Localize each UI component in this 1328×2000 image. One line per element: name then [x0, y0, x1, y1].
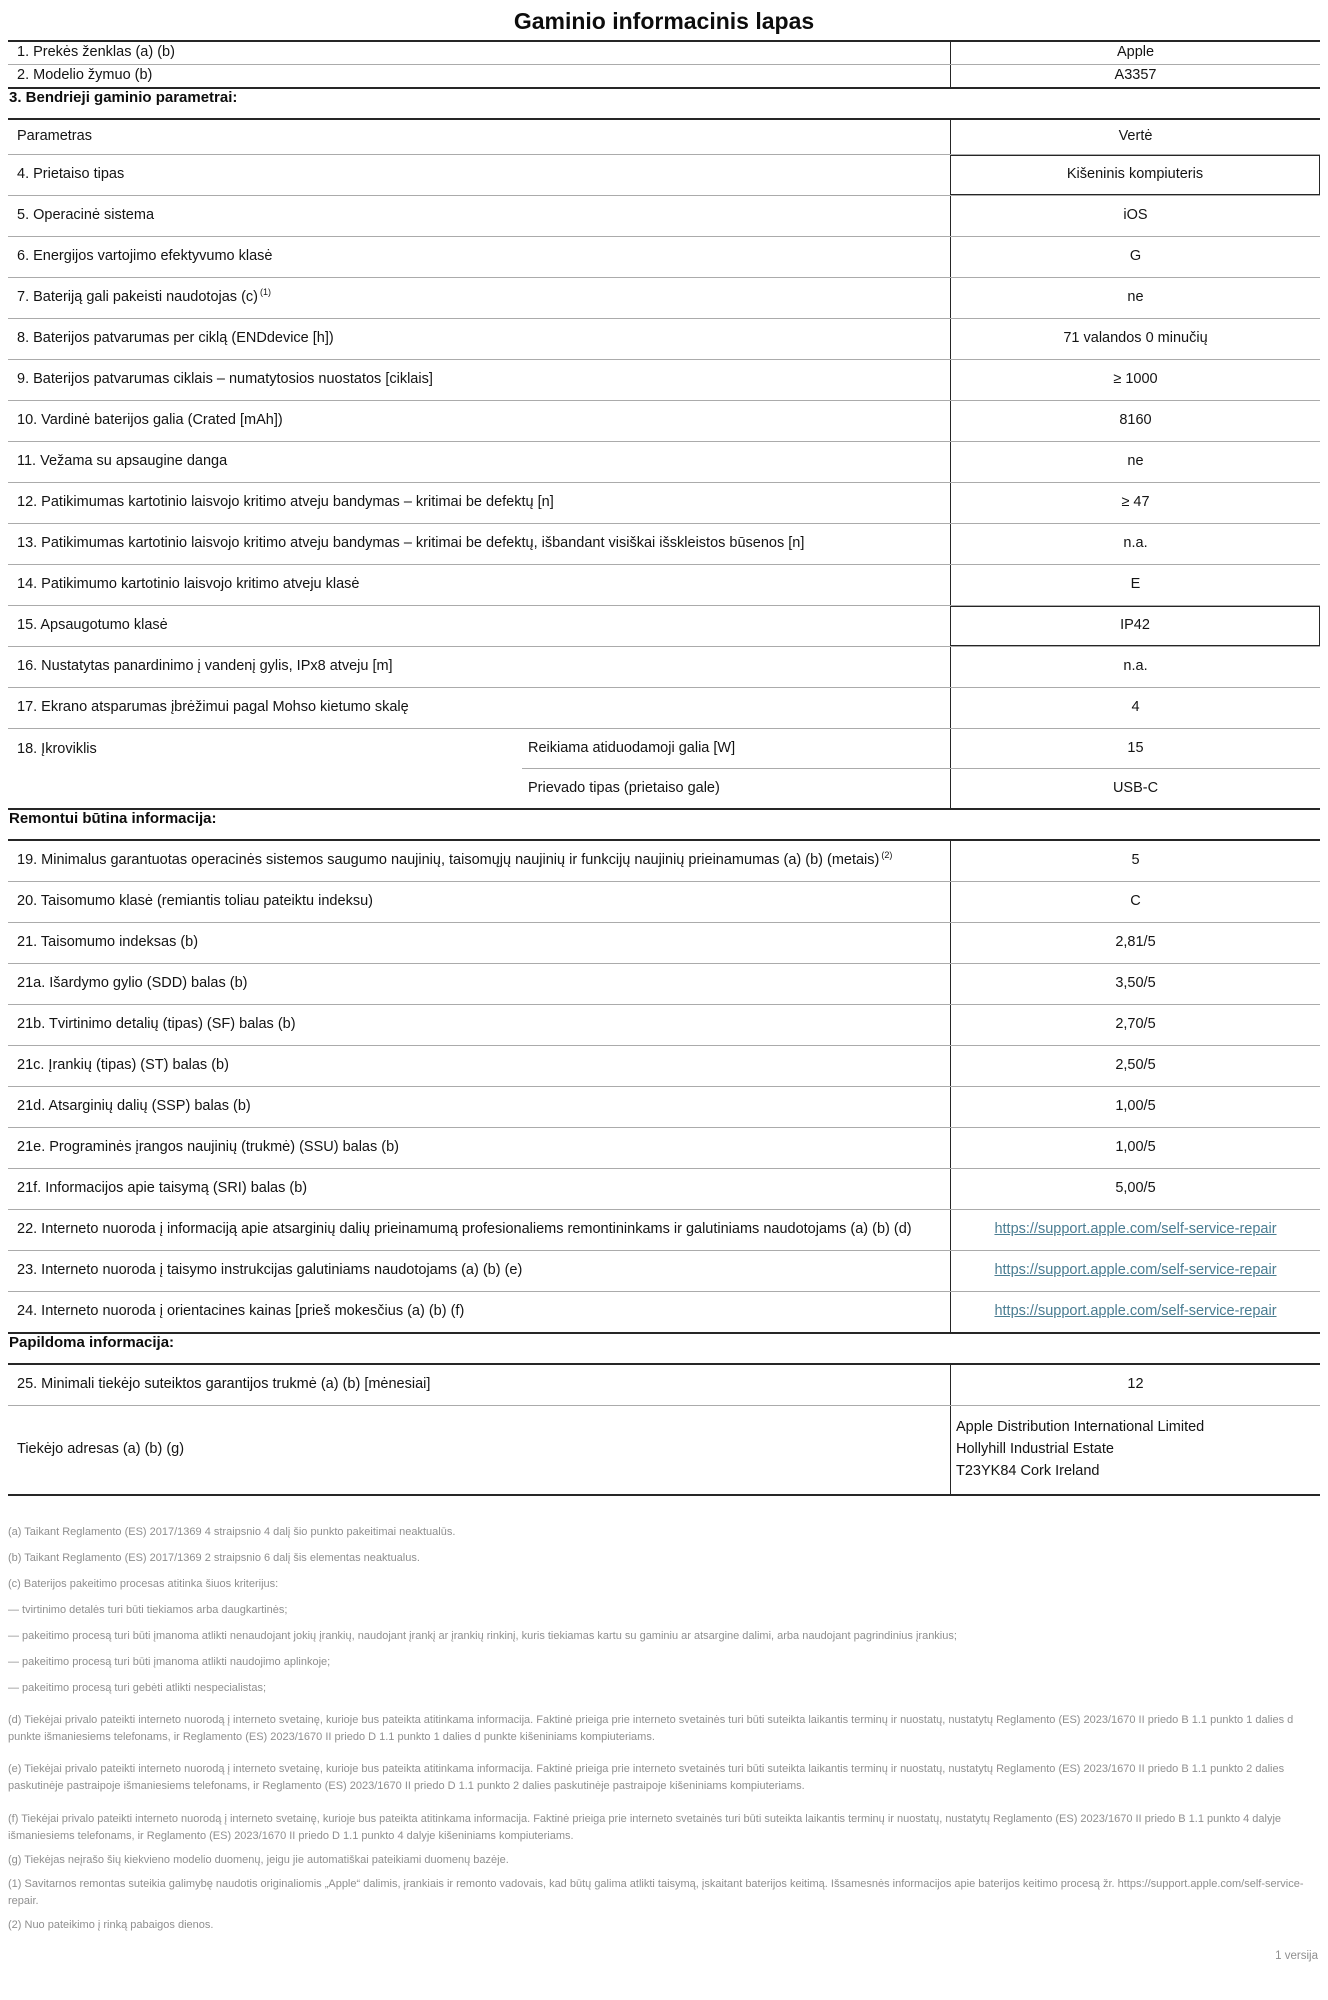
row-label: 13. Patikimumas kartotinio laisvojo kritimo atveju bandymas – kritimai be defektų, išbandant visiškai išskleistos būsenos [n]	[17, 535, 805, 552]
row-value	[950, 1046, 1320, 1086]
footnote-ref: (1)	[260, 287, 271, 298]
row-value-text: IP42	[1120, 617, 1150, 634]
row-value-text: 4	[1131, 699, 1140, 716]
table-row	[8, 564, 1320, 605]
row-label: 2. Modelio žymuo (b)	[17, 67, 153, 84]
row-label: 12. Patikimumas kartotinio laisvojo kritimo atveju bandymas – kritimai be defektų [n]	[17, 494, 554, 511]
row-value-text: 2,70/5	[1115, 1016, 1156, 1033]
row-value	[950, 401, 1320, 441]
table-row	[8, 1168, 1320, 1209]
row-value	[950, 841, 1320, 881]
table-row	[8, 359, 1320, 400]
row-label: 4. Prietaiso tipas	[17, 166, 125, 183]
row-label: 19. Minimalus garantuotas operacinės sistemos saugumo naujinių, taisomųjų naujinių ir funkcijų naujinių prieinamumas (a) (b) (metais) $^{(2)}$	[17, 850, 893, 869]
row-value-text: ≥ 1000	[1113, 371, 1158, 388]
table-row	[8, 922, 1320, 963]
footnote: — pakeitimo procesą turi gebėti atlikti nespecialistas;	[8, 1682, 267, 1695]
row-value-text: 8160	[1119, 412, 1152, 429]
footnote: — pakeitimo procesą turi būti įmanoma atlikti nenaudojant jokių įrankių, naudojant įrankį ar įrankių rinkinį, kuris tiekiamas kartu su gaminiu ar atsargine dalimi, arba naudojant pagrindinius įrankius;	[8, 1630, 957, 1643]
row-value-text: C	[1130, 893, 1141, 910]
table-row	[8, 1209, 1320, 1250]
row-label: 9. Baterijos patvarumas ciklais – numatytosios nuostatos [ciklais]	[17, 371, 433, 388]
row-value	[950, 1251, 1320, 1291]
row-value-text: iOS	[1123, 207, 1148, 224]
row-label: 24. Interneto nuoroda į orientacines kainas [prieš mokesčius (a) (b) (f)	[17, 1303, 465, 1320]
row-value	[950, 524, 1320, 564]
column-header-value: Vertė	[950, 120, 1320, 154]
row-label: 5. Operacinė sistema	[17, 207, 155, 224]
footnote: — tvirtinimo detalės turi būti tiekiamos arba daugkartinės;	[8, 1604, 288, 1617]
row-label: 7. Bateriją gali pakeisti naudotojas (c) $^{(1)}$	[17, 287, 271, 306]
row-value	[950, 360, 1320, 400]
row-value	[950, 196, 1320, 236]
row-label: Tiekėjo adresas (a) (b) (g)	[17, 1441, 185, 1458]
row-value-highlighted	[950, 606, 1320, 646]
row-label: 21. Taisomumo indeksas (b)	[17, 934, 199, 951]
table-row	[8, 1086, 1320, 1127]
row-value-text: G	[1129, 248, 1142, 265]
row-value	[950, 1169, 1320, 1209]
table-row	[8, 963, 1320, 1004]
charger-row	[8, 728, 1320, 808]
row-value	[950, 923, 1320, 963]
table-row	[522, 768, 1320, 808]
row-label: 23. Interneto nuoroda į taisymo instrukcijas galutiniams naudotojams (a) (b) (e)	[17, 1262, 523, 1279]
row-label: Prievado tipas (prietaiso gale)	[528, 779, 720, 796]
table-row	[8, 881, 1320, 922]
row-label: 17. Ekrano atsparumas įbrėžimui pagal Mohso kietumo skalę	[17, 699, 409, 716]
row-value	[950, 1406, 1320, 1494]
row-value-text: 5,00/5	[1115, 1180, 1156, 1197]
row-value-text: 5	[1131, 852, 1140, 869]
row-value	[950, 1210, 1320, 1250]
footnotes	[8, 1524, 1320, 1934]
row-label: 21b. Tvirtinimo detalių (tipas) (SF) balas (b)	[17, 1016, 296, 1033]
row-label: Reikiama atiduodamoji galia [W]	[528, 739, 736, 756]
row-label: 21c. Įrankių (tipas) (ST) balas (b)	[17, 1057, 229, 1074]
row-value	[950, 647, 1320, 687]
footnote: (a) Taikant Reglamento (ES) 2017/1369 4 straipsnio 4 dalį šio punkto pakeitimai neaktualūs.	[8, 1526, 456, 1538]
row-value	[950, 1365, 1320, 1405]
row-label: 15. Apsaugotumo klasė	[17, 617, 168, 634]
section-repair-heading: Remontui būtina informacija:	[9, 810, 217, 827]
footnote: (c) Baterijos pakeitimo procesas atitinka šiuos kriterijus:	[8, 1578, 279, 1591]
table-row	[8, 687, 1320, 728]
address-line: Hollyhill Industrial Estate	[956, 1441, 1114, 1458]
footnote: (2) Nuo pateikimo į rinką pabaigos dienos.	[8, 1918, 214, 1931]
footnote-ref: (2)	[881, 850, 893, 861]
row-value-text: 12	[1127, 1376, 1144, 1393]
row-label: 20. Taisomumo klasė (remiantis toliau pateiktu indeksu)	[17, 893, 373, 910]
table-row	[8, 64, 1320, 87]
section-general-heading: 3. Bendrieji gaminio parametrai:	[9, 89, 238, 106]
row-value	[950, 278, 1320, 318]
table-row	[8, 154, 1320, 195]
table-row	[8, 400, 1320, 441]
row-value	[950, 319, 1320, 359]
row-value-text: ne	[1127, 289, 1144, 306]
table-row	[8, 646, 1320, 687]
row-label: 11. Vežama su apsaugine danga	[17, 453, 228, 470]
row-value	[950, 442, 1320, 482]
table-row	[8, 277, 1320, 318]
table-row	[8, 1004, 1320, 1045]
row-value-text: n.a.	[1123, 535, 1148, 552]
table-row	[8, 1365, 1320, 1405]
row-value: USB-C	[950, 769, 1320, 808]
row-value-text: ≥ 47	[1121, 494, 1150, 511]
row-value: 15	[950, 729, 1320, 768]
row-value-text: Apple	[1116, 44, 1155, 61]
footnote: (f) Tiekėjai privalo pateikti interneto nuorodą į interneto svetainę, kurioje bus pateikta atitinkama informacija. Faktinė prieiga prie interneto svetainės turi būti suteikta laikantis terminų ir nuostatų, nustatytų Reglamento (ES) 2023/1670 II priedo B 1.1 punkto 4 dalyje išmaniesiems telefonams, ir Reglamento (ES) 2023/1670 II priedo D 1.1 punkto 4 dalyje kišeniniams kompiuteriams.	[8, 1812, 1282, 1842]
row-value	[950, 1292, 1320, 1332]
page-title: Gaminio informacinis lapas	[513, 8, 815, 34]
footnote: (1) Savitarnos remontas suteikia galimybę naudotis originaliomis „Apple“ dalimis, įrankiais ir remonto vadovais, kad būtų galima atlikti taisymą, įskaitant baterijos keitimą. Išsamesnės informacijos apie baterijos keitimo procesą žr. https://support.apple.com/self-service-repair.	[8, 1877, 1304, 1907]
supplier-address-row	[8, 1405, 1320, 1494]
row-value	[950, 1005, 1320, 1045]
row-value-text: E	[1130, 576, 1141, 593]
table-row	[8, 841, 1320, 881]
table-row	[522, 729, 1320, 768]
repair-link[interactable]: https://support.apple.com/self-service-repair	[994, 1303, 1277, 1320]
row-value	[950, 1087, 1320, 1127]
row-label: 10. Vardinė baterijos galia (Crated [mAh])	[17, 412, 283, 429]
table-header-row	[8, 120, 1320, 154]
row-value-text: Kišeninis kompiuteris	[1066, 166, 1204, 183]
general-parameters-table	[8, 118, 1320, 810]
footnote: — pakeitimo procesą turi būti įmanoma atlikti naudojimo aplinkoje;	[8, 1656, 331, 1669]
identification-table	[8, 40, 1320, 89]
row-label: 14. Patikimumo kartotinio laisvojo kritimo atveju klasė	[17, 576, 360, 593]
version-label: 1 versija	[1275, 1949, 1318, 1962]
row-value-text: ne	[1127, 453, 1144, 470]
row-label: 22. Interneto nuoroda į informaciją apie atsarginių dalių prieinamumą profesionaliems remontininkams ir galutiniams naudotojams (a) (b) (d)	[17, 1221, 912, 1238]
row-value-text: 1,00/5	[1115, 1139, 1156, 1156]
footnote: (e) Tiekėjai privalo pateikti interneto nuorodą į interneto svetainę, kurioje bus pateikta atitinkama informacija. Faktinė prieiga prie interneto svetainės turi būti suteikta laikantis terminų ir nuostatų, nustatytų Reglamento (ES) 2023/1670 II priedo B 1.1 punkto 2 dalies paskutinėje pastraipoje išmaniesiems telefonams, ir Reglamento (ES) 2023/1670 II priedo D 1.1 punkto 2 dalies paskutinėje pastraipoje kišeniniams kompiuteriams.	[8, 1763, 1285, 1793]
row-label: 16. Nustatytas panardinimo į vandenį gylis, IPx8 atveju [m]	[17, 658, 393, 675]
repair-link[interactable]: https://support.apple.com/self-service-repair	[994, 1221, 1277, 1238]
table-row	[8, 1127, 1320, 1168]
table-row	[8, 318, 1320, 359]
table-row	[8, 1250, 1320, 1291]
row-value	[950, 237, 1320, 277]
row-label: 21e. Programinės įrangos naujinių (trukmė) (SSU) balas (b)	[17, 1139, 399, 1156]
row-value	[950, 483, 1320, 523]
row-value	[950, 65, 1320, 87]
row-value	[950, 42, 1320, 64]
table-row	[8, 523, 1320, 564]
table-row	[8, 236, 1320, 277]
footnote: (b) Taikant Reglamento (ES) 2017/1369 2 straipsnio 6 dalį šis elementas neaktualus.	[8, 1552, 420, 1565]
table-row	[8, 1291, 1320, 1332]
row-value	[950, 565, 1320, 605]
footnote: (g) Tiekėjas neįrašo šių kiekvieno modelio duomenų, jeigu jie automatiškai pateikiami duomenų bazėje.	[8, 1853, 509, 1866]
row-label: 18. Įkroviklis	[17, 741, 97, 757]
row-value-text: A3357	[1114, 67, 1157, 84]
supplier-address	[956, 1417, 1204, 1482]
footnote: (d) Tiekėjai privalo pateikti interneto nuorodą į interneto svetainę, kurioje bus pateikta atitinkama informacija. Faktinė prieiga prie interneto svetainės turi būti suteikta laikantis terminų ir nuostatų, nustatytų Reglamento (ES) 2023/1670 II priedo B 1.1 punkto 1 dalies d punkte išmaniesiems telefonams, ir Reglamento (ES) 2023/1670 II priedo D 1.1 punkto 1 dalies d punkte kišeniniams kompiuteriams.	[8, 1714, 1294, 1744]
row-label: 21f. Informacijos apie taisymą (SRI) balas (b)	[17, 1180, 308, 1197]
row-value	[950, 964, 1320, 1004]
address-line: T23YK84 Cork Ireland	[956, 1462, 1100, 1479]
row-label: 1. Prekės ženklas (a) (b)	[17, 44, 175, 61]
charger-subrows	[522, 729, 1320, 808]
table-row	[8, 42, 1320, 64]
row-label: 6. Energijos vartojimo efektyvumo klasė	[17, 248, 273, 265]
table-row	[8, 441, 1320, 482]
row-value-text: 2,81/5	[1115, 934, 1156, 951]
row-value-text: 2,50/5	[1115, 1057, 1156, 1074]
row-label: 8. Baterijos patvarumas per ciklą (ENDdevice [h])	[17, 330, 334, 347]
section-additional-heading: Papildoma informacija:	[9, 1334, 175, 1351]
row-label: 21d. Atsarginių dalių (SSP) balas (b)	[17, 1098, 251, 1115]
column-header-parameter: Parametras	[17, 128, 92, 145]
table-row	[8, 482, 1320, 523]
row-value-highlighted	[950, 155, 1320, 195]
table-row	[8, 605, 1320, 646]
table-row	[8, 1045, 1320, 1086]
row-label: 21a. Išardymo gylio (SDD) balas (b)	[17, 975, 248, 992]
row-value-text: n.a.	[1123, 658, 1148, 675]
row-value	[950, 688, 1320, 728]
row-value-text: 3,50/5	[1115, 975, 1156, 992]
address-line: Apple Distribution International Limited	[956, 1419, 1205, 1436]
repair-link[interactable]: https://support.apple.com/self-service-repair	[994, 1262, 1277, 1279]
repair-information-table	[8, 839, 1320, 1334]
row-value	[950, 882, 1320, 922]
additional-information-table	[8, 1363, 1320, 1496]
table-row	[8, 195, 1320, 236]
row-label: 25. Minimali tiekėjo suteiktos garantijos trukmė (a) (b) [mėnesiai]	[17, 1376, 431, 1393]
row-value-text: 71 valandos 0 minučių	[1063, 330, 1208, 347]
row-value	[950, 1128, 1320, 1168]
row-value-text: 1,00/5	[1115, 1098, 1156, 1115]
